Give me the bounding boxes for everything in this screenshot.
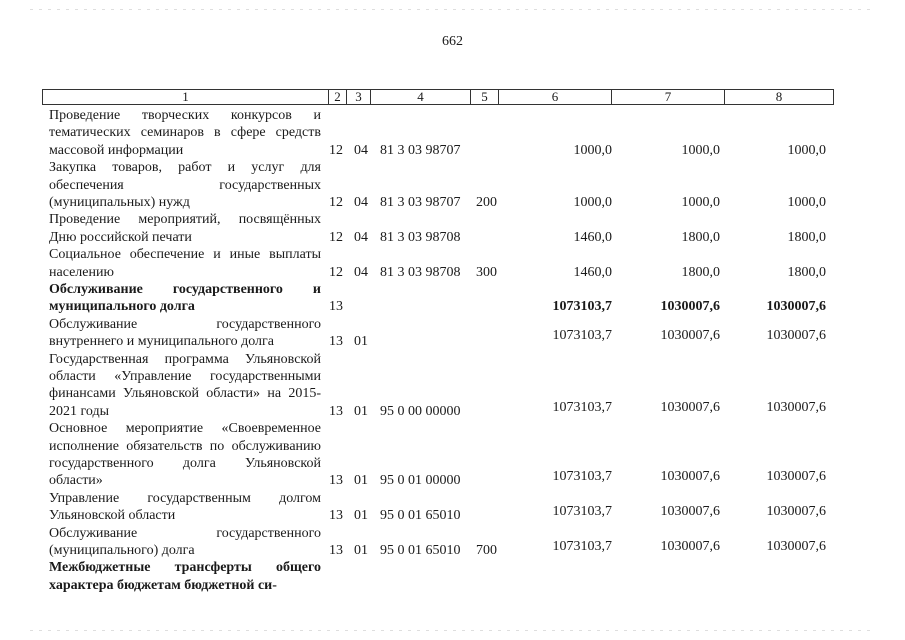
- row-value-col7: 1030007,6: [660, 469, 720, 485]
- row-name: Основное мероприятие «Своевременное исполнение обязательств по обслуживанию государственного долга Ульяновской области»: [49, 421, 321, 489]
- row-value-col6: 1073103,7: [552, 469, 612, 485]
- row-target-article: 81 3 03 98708: [380, 229, 461, 245]
- row-value-col6: 1073103,7: [552, 399, 612, 415]
- row-section: 13: [329, 299, 343, 315]
- row-value-col6: 1073103,7: [552, 299, 612, 315]
- row-value-col8: 1030007,6: [766, 327, 826, 343]
- row-value-col7: 1030007,6: [660, 327, 720, 343]
- row-value-col8: 1030007,6: [766, 299, 826, 315]
- row-expense-type: 200: [476, 194, 497, 210]
- header-col-8: 8: [775, 89, 783, 104]
- row-value-col6: 1460,0: [573, 264, 612, 280]
- row-section: 13: [329, 403, 343, 419]
- scan-artifact-top: [30, 9, 875, 10]
- row-value-col8: 1030007,6: [766, 538, 826, 554]
- scan-artifact-bottom: [30, 630, 875, 631]
- row-name: Проведение мероприятий, посвящённых Дню российской печати: [49, 212, 321, 245]
- row-value-col7: 1030007,6: [660, 299, 720, 315]
- row-target-article: 81 3 03 98707: [380, 194, 461, 210]
- row-expense-type: 700: [476, 542, 497, 558]
- row-target-article: 95 0 00 00000: [380, 403, 461, 419]
- row-section: 13: [329, 508, 343, 524]
- header-col-3: 3: [347, 90, 371, 104]
- row-subsection: 01: [354, 508, 368, 524]
- row-target-article: 81 3 03 98707: [380, 142, 461, 158]
- row-section: 12: [329, 194, 343, 210]
- row-name: Закупка товаров, работ и услуг для обеспечения государственных (муниципальных) нужд: [49, 160, 321, 210]
- row-value-col7: 1000,0: [681, 142, 720, 158]
- row-name: Обслуживание государственного (муниципального) долга: [49, 525, 321, 558]
- row-value-col6: 1460,0: [573, 229, 612, 245]
- row-value-col8: 1030007,6: [766, 503, 826, 519]
- row-name: Обслуживание государственного внутреннего и муниципального долга: [49, 316, 321, 350]
- header-col-6: 6: [499, 90, 612, 104]
- row-value-col7: 1800,0: [681, 264, 720, 280]
- row-subsection: 04: [354, 229, 368, 245]
- page-number: 662: [442, 34, 463, 49]
- row-value-col8: 1000,0: [787, 142, 826, 158]
- row-name: Межбюджетные трансферты общего характера бюджетам бюджетной си-: [49, 560, 321, 593]
- row-section: 13: [329, 334, 343, 350]
- row-target-article: 95 0 01 65010: [380, 542, 461, 558]
- row-subsection: 01: [354, 334, 368, 350]
- row-value-col6: 1073103,7: [552, 503, 612, 519]
- row-value-col8: 1030007,6: [766, 399, 826, 415]
- row-value-col7: 1000,0: [681, 194, 720, 210]
- row-name: Управление государственным долгом Ульяновской области: [49, 490, 321, 524]
- row-name: Государственная программа Ульяновской области «Управление государственными финансами Ульяновской области» на 2015-2021 годы: [49, 351, 321, 419]
- row-target-article: 81 3 03 98708: [380, 264, 461, 280]
- row-value-col6: 1073103,7: [552, 327, 612, 343]
- header-col-2: 2: [329, 90, 347, 104]
- row-section: 12: [329, 142, 343, 158]
- row-subsection: 04: [354, 142, 368, 158]
- row-section: 12: [329, 229, 343, 245]
- header-col-1: 1: [43, 90, 329, 104]
- row-name: Проведение творческих конкурсов и тематических семинаров в сфере средств массовой информации: [49, 108, 321, 158]
- row-value-col6: 1000,0: [573, 142, 612, 158]
- row-value-col7: 1030007,6: [660, 399, 720, 415]
- row-section: 13: [329, 473, 343, 489]
- row-name: Обслуживание государственного и муниципального долга: [49, 282, 321, 315]
- header-col-4: 4: [371, 90, 471, 104]
- row-subsection: 01: [354, 473, 368, 489]
- header-col-7: 7: [612, 90, 725, 104]
- row-value-col7: 1800,0: [681, 229, 720, 245]
- table-header: [42, 89, 834, 105]
- row-expense-type: 300: [476, 264, 497, 280]
- row-value-col8: 1800,0: [787, 264, 826, 280]
- row-value-col8: 1000,0: [787, 194, 826, 210]
- row-value-col7: 1030007,6: [660, 538, 720, 554]
- row-value-col6: 1000,0: [573, 194, 612, 210]
- row-name: Социальное обеспечение и иные выплаты населению: [49, 247, 321, 280]
- row-target-article: 95 0 01 65010: [380, 508, 461, 524]
- row-subsection: 01: [354, 542, 368, 558]
- row-value-col6: 1073103,7: [552, 538, 612, 554]
- row-value-col8: 1800,0: [787, 229, 826, 245]
- row-target-article: 95 0 01 00000: [380, 473, 461, 489]
- header-col-5: 5: [471, 90, 499, 104]
- row-section: 12: [329, 264, 343, 280]
- row-subsection: 04: [354, 264, 368, 280]
- row-section: 13: [329, 542, 343, 558]
- row-subsection: 04: [354, 194, 368, 210]
- row-value-col7: 1030007,6: [660, 503, 720, 519]
- row-subsection: 01: [354, 403, 368, 419]
- row-value-col8: 1030007,6: [766, 469, 826, 485]
